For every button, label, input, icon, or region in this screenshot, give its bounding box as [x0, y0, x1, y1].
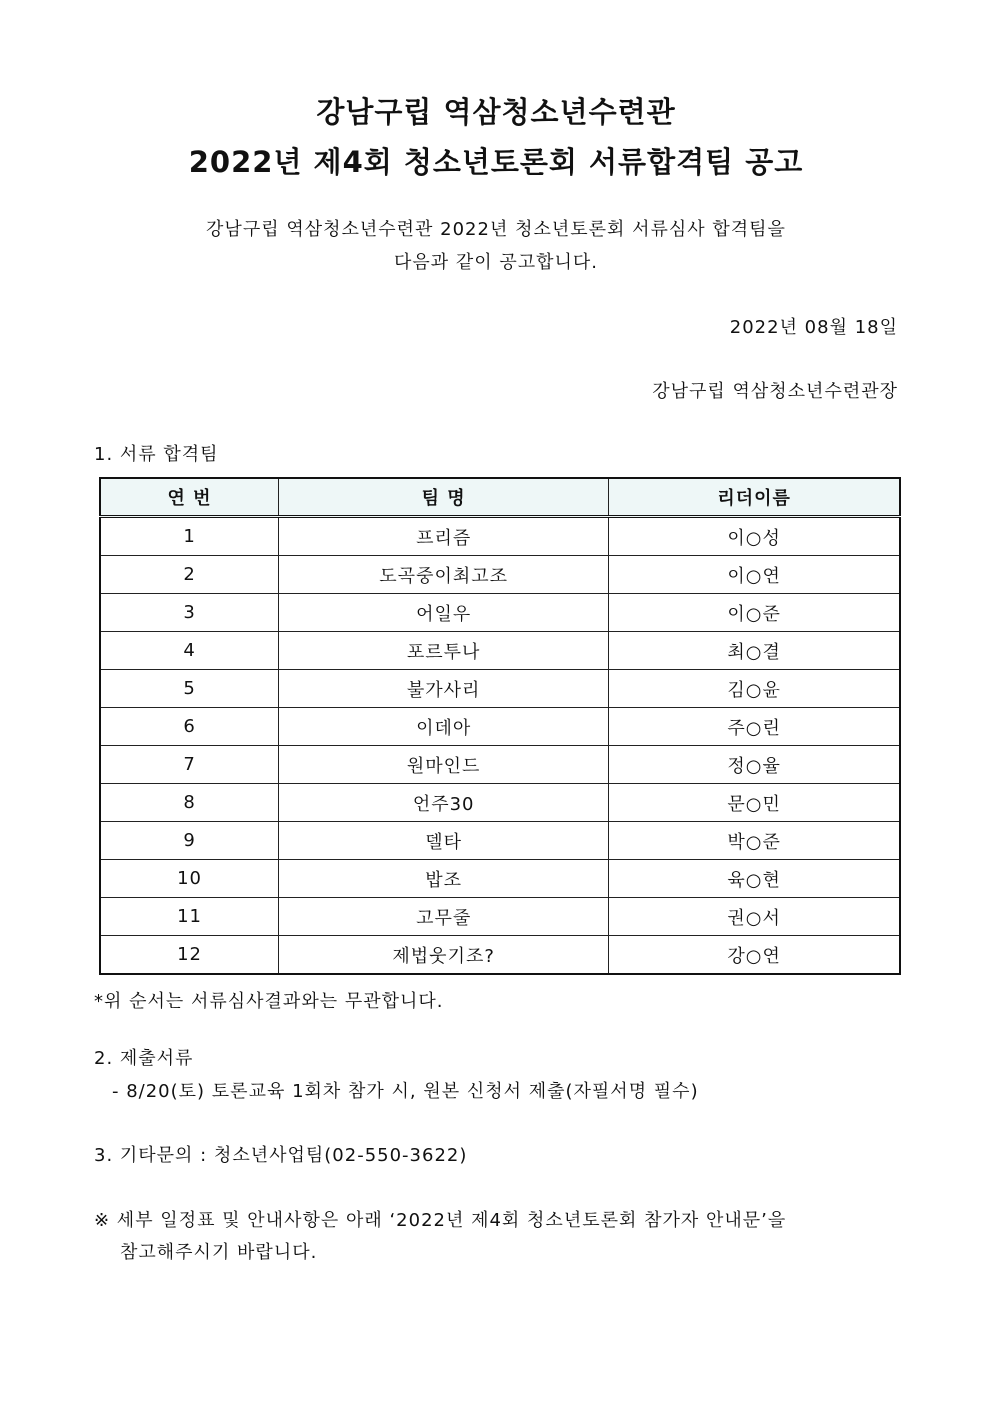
column-header-team: 팀 명 [279, 478, 609, 517]
notice-line1: ※ 세부 일정표 및 안내사항은 아래 ‘2022년 제4회 청소년토론회 참가자 안내문’을 [94, 1210, 787, 1231]
page-title-line2: 2022년 제4회 청소년토론회 서류합격팀 공고 [188, 145, 804, 179]
row-leader-name: 정○율 [609, 746, 900, 784]
table-row [100, 784, 900, 822]
section2-title: 2. 제출서류 [94, 1048, 194, 1069]
table-row [100, 898, 900, 936]
section2-item: - 8/20(토) 토론교육 1회차 참가 시, 원본 신청서 제출(자필서명 필수) [112, 1081, 699, 1102]
signer-name: 강남구립 역삼청소년수련관장 [652, 381, 898, 402]
row-team-name: 언주30 [279, 784, 609, 822]
row-number: 5 [100, 670, 279, 708]
table-row [100, 936, 900, 975]
notice-line2: 참고해주시기 바랍니다. [120, 1242, 318, 1263]
row-team-name: 도곡중이최고조 [279, 556, 609, 594]
row-leader-name: 권○서 [609, 898, 900, 936]
row-leader-name: 강○연 [609, 936, 900, 975]
column-header-leader: 리더이름 [609, 478, 900, 517]
row-leader-name: 육○현 [609, 860, 900, 898]
row-team-name: 고무줄 [279, 898, 609, 936]
row-number: 9 [100, 822, 279, 860]
row-number: 6 [100, 708, 279, 746]
row-leader-name: 주○린 [609, 708, 900, 746]
row-team-name: 이데아 [279, 708, 609, 746]
table-row [100, 708, 900, 746]
row-team-name: 밥조 [279, 860, 609, 898]
row-number: 3 [100, 594, 279, 632]
row-leader-name: 김○윤 [609, 670, 900, 708]
row-leader-name: 이○준 [609, 594, 900, 632]
table-row [100, 822, 900, 860]
table-header-row [100, 478, 900, 517]
row-number: 12 [100, 936, 279, 975]
row-number: 2 [100, 556, 279, 594]
table-row [100, 632, 900, 670]
row-number: 8 [100, 784, 279, 822]
row-team-name: 어일우 [279, 594, 609, 632]
row-number: 1 [100, 517, 279, 556]
column-header-number: 연 번 [100, 478, 279, 517]
row-team-name: 포르투나 [279, 632, 609, 670]
table-row [100, 860, 900, 898]
table-row [100, 556, 900, 594]
row-team-name: 원마인드 [279, 746, 609, 784]
row-team-name: 제법웃기조? [279, 936, 609, 975]
announcement-date: 2022년 08월 18일 [729, 317, 898, 338]
row-leader-name: 이○성 [609, 517, 900, 556]
table-footnote: *위 순서는 서류심사결과와는 무관합니다. [94, 991, 444, 1012]
results-table [99, 477, 901, 975]
row-number: 10 [100, 860, 279, 898]
row-leader-name: 이○연 [609, 556, 900, 594]
table-row [100, 746, 900, 784]
page-title-line1: 강남구립 역삼청소년수련관 [316, 95, 676, 129]
section3-contact: 3. 기타문의 : 청소년사업팀(02-550-3622) [94, 1145, 468, 1166]
intro-text-line2: 다음과 같이 공고합니다. [393, 252, 599, 273]
row-team-name: 델타 [279, 822, 609, 860]
row-number: 4 [100, 632, 279, 670]
row-leader-name: 박○준 [609, 822, 900, 860]
row-leader-name: 최○결 [609, 632, 900, 670]
row-leader-name: 문○민 [609, 784, 900, 822]
row-number: 7 [100, 746, 279, 784]
table-row [100, 594, 900, 632]
row-team-name: 프리즘 [279, 517, 609, 556]
row-team-name: 불가사리 [279, 670, 609, 708]
table-row [100, 517, 900, 556]
intro-text-line1: 강남구립 역삼청소년수련관 2022년 청소년토론회 서류심사 합격팀을 [206, 219, 786, 240]
section1-title: 1. 서류 합격팀 [94, 444, 219, 465]
row-number: 11 [100, 898, 279, 936]
table-row [100, 670, 900, 708]
